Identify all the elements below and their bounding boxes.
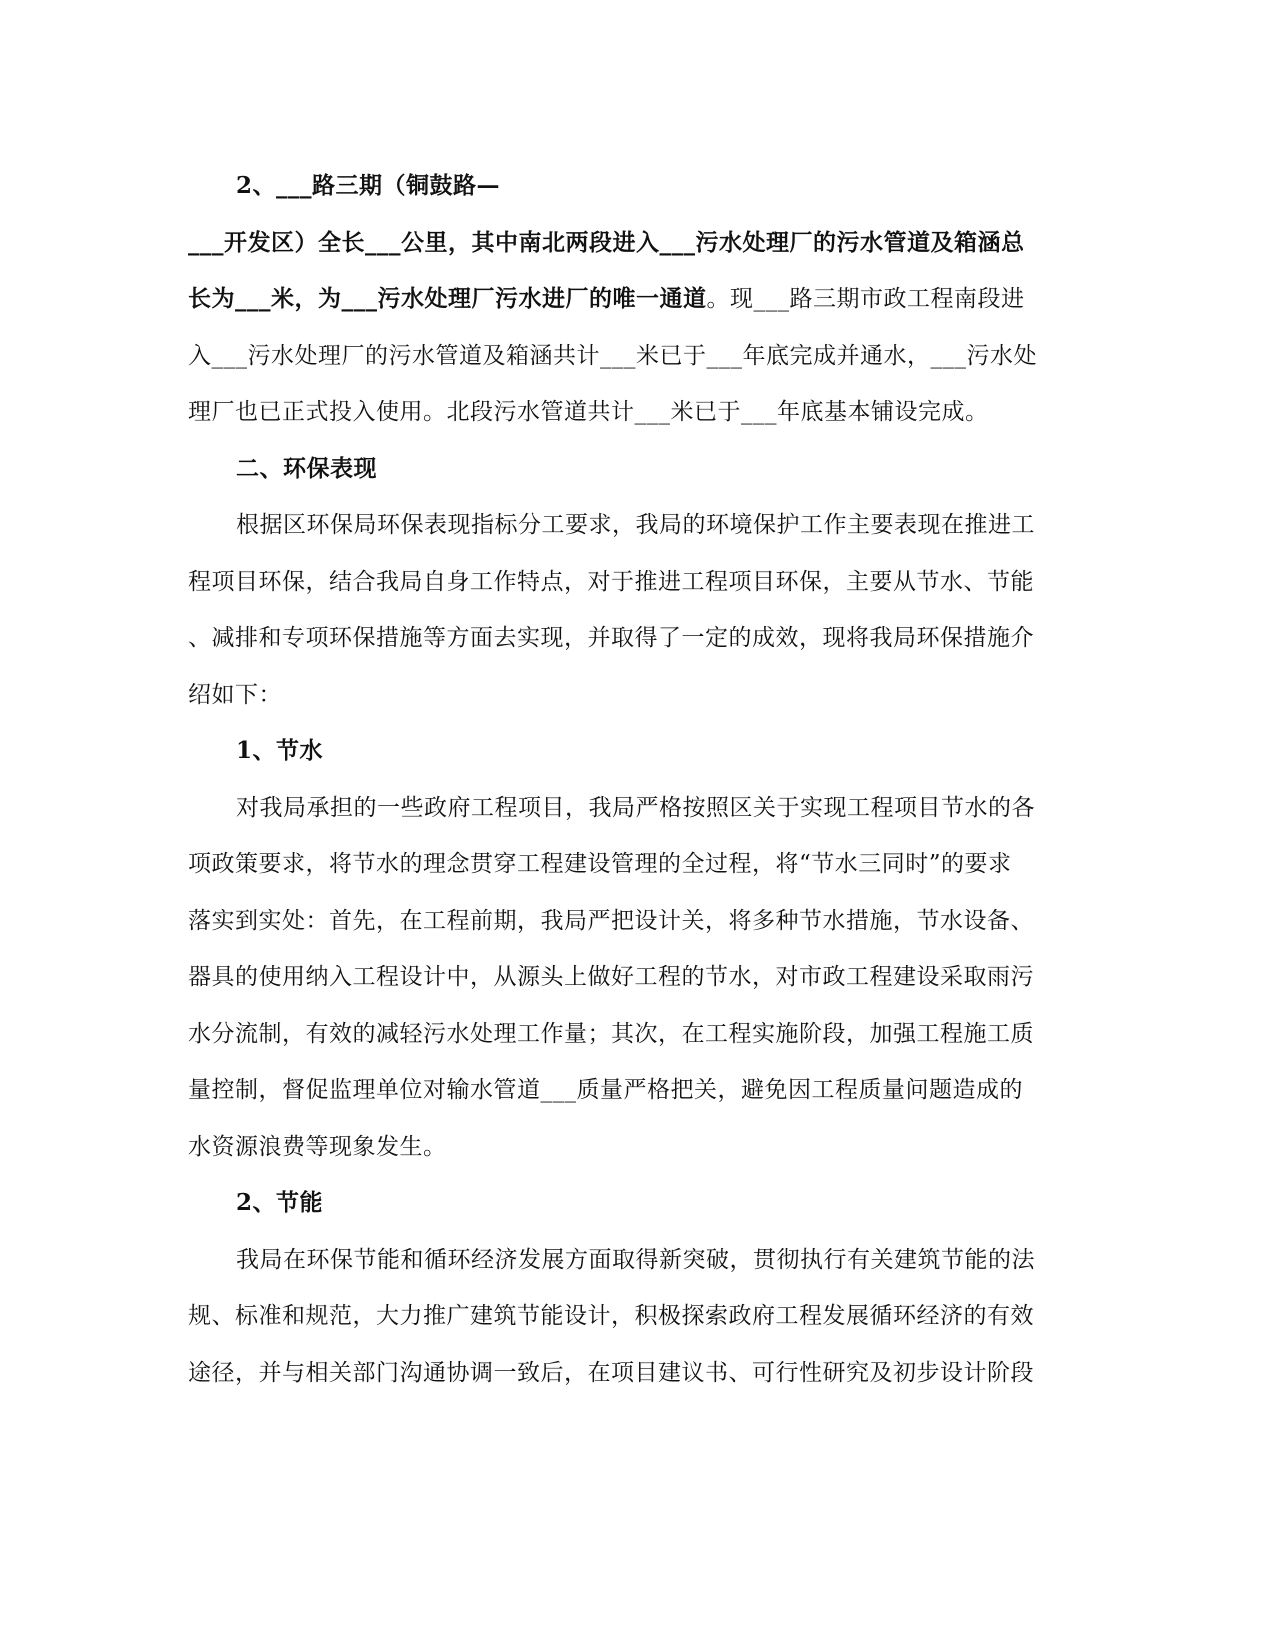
paragraph-line: 水资源浪费等现象发生。 [188,1134,447,1160]
paragraph-line: 入___污水处理厂的污水管道及箱涵共计___米已于___年底完成并通水，___污水处 [188,343,1037,369]
section-heading-env-performance: 二、环保表现 [236,455,377,482]
paragraph-line: 器具的使用纳入工程设计中，从源头上做好工程的节水，对市政工程建设采取雨污 [188,964,1034,990]
subsection-heading-road-phase3: 2、___路三期（铜鼓路— [236,172,501,199]
paragraph-line: 项政策要求，将节水的理念贯穿工程建设管理的全过程，将“节水三同时”的要求 [188,851,1012,877]
paragraph-line: 落实到实处：首先，在工程前期，我局严把设计关，将多种节水措施，节水设备、 [188,908,1034,934]
paragraph-line: 绍如下： [188,682,282,708]
paragraph-line: 我局在环保节能和循环经济发展方面取得新突破，贯彻执行有关建筑节能的法 [236,1247,1035,1273]
paragraph-line: 根据区环保局环保表现指标分工要求，我局的环境保护工作主要表现在推进工 [236,512,1035,538]
subsection-heading-water-saving: 1、节水 [236,737,324,764]
paragraph-line: 、减排和专项环保措施等方面去实现，并取得了一定的成效，现将我局环保措施介 [188,625,1034,651]
paragraph-line: 规、标准和规范，大力推广建筑节能设计，积极探索政府工程发展循环经济的有效 [188,1303,1034,1329]
subsection-heading-energy-saving: 2、节能 [236,1189,324,1216]
bold-text-span: 长为___米，为___污水处理厂污水进厂的唯一通道 [188,285,707,312]
paragraph-line: 理厂也已正式投入使用。北段污水管道共计___米已于___年底基本铺设完成。 [188,399,989,425]
paragraph-line: 量控制，督促监理单位对输水管道___质量严格把关，避免因工程质量问题造成的 [188,1077,1023,1103]
normal-text-span: 。现___路三期市政工程南段进 [706,286,1025,312]
paragraph-line: 途径，并与相关部门沟通协调一致后，在项目建议书、可行性研究及初步设计阶段 [188,1360,1034,1386]
paragraph-line: 水分流制，有效的减轻污水处理工作量；其次，在工程实施阶段，加强工程施工质 [188,1021,1034,1047]
paragraph-line: ___开发区）全长___公里，其中南北两段进入___污水处理厂的污水管道及箱涵总 [188,229,1025,256]
paragraph-line: 程项目环保，结合我局自身工作特点，对于推进工程项目环保，主要从节水、节能 [188,569,1034,595]
paragraph-line [188,284,1025,314]
paragraph-line: 对我局承担的一些政府工程项目，我局严格按照区关于实现工程项目节水的各 [236,795,1035,821]
